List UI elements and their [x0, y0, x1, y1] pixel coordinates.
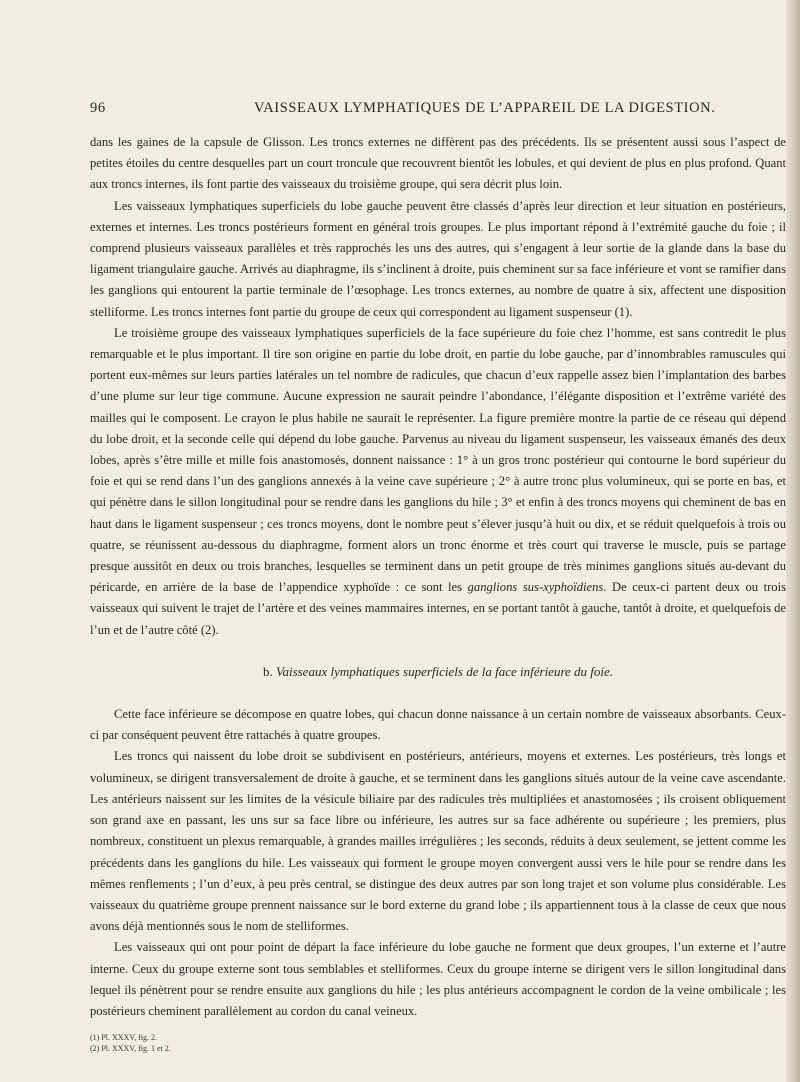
paragraph-third-group-text: Le troisième groupe des vaisseaux lymphatiques superficiels de la face supérieure du foie chez l’homme, est sans contredit le plus remarquable et le plus important. Il tire son origine en partie du lobe droit, en partie du lobe gauche, par d’innombrables ramuscules qui portent eux-mêmes sur leurs parties latérales un tel nombre de radicules, que chacun d’eux rappelle assez bien l’implantation des barbes d’une plume sur leur tige commune. Aucune expression ne saurait peindre l’abondance, l’élégante disposition et l’extrême variété des mailles qui le composent. Le crayon le plus habile ne saurait le représenter. La figure première montre la partie de ce réseau qui dépend du lobe droit, et la seconde celle qui dépend du lobe gauche. Parvenus au niveau du ligament suspenseur, les vaisseaux émanés des deux lobes, après s’être mille et mille fois anastomosés, donnent naissance : 1° à un gros tronc postérieur qui contourne le bord supérieur du foie et qui se rend dans l’un des ganglions annexés à la veine cave supérieure ; 2° à autre tronc plus volumineux, qui se porte en bas, et qui pénètre dans le sillon longitudinal pour se rendre dans les ganglions du hile ; 3° et enfin à des troncs moyens qui cheminent de bas en haut dans le ligament suspenseur ; ces troncs moyens, dont le nombre peut s’élever jusqu’à huit ou dix, et se réduit quelquefois à trois ou quatre, se réunissent au-dessous du diaphragme, forment alors un tronc énorme et très court qui traverse le muscle, puis se partage presque aussitôt en deux ou trois branches, lesquelles se terminent dans un petit groupe de très minimes ganglions situés au-devant du péricarde, en arrière de la base de l’appendice xyphoïde :: [90, 325, 786, 595]
page-number: 96: [90, 100, 106, 116]
book-page: [90, 100, 786, 1054]
body-text: [90, 132, 786, 1022]
ganglion-term: ganglions sus-xyphoïdiens: [467, 580, 604, 595]
running-title: VAISSEAUX LYMPHATIQUES DE L’APPAREIL DE LA DIGESTION.: [254, 100, 716, 116]
paragraph-inferior-face: Cette face inférieure se décompose en quatre lobes, qui chacun donne naissance à un certain nombre de vaisseaux absorbants. Ceux-ci par conséquent peuvent être rattachés à quatre groupes.: [90, 707, 786, 743]
paragraph-left-lobe: Les vaisseaux lymphatiques superficiels du lobe gauche peuvent être classés d’après leur direction et leur situation en postérieurs, externes et internes. Les troncs postérieurs forment en général trois groupes. Le plus important répond à l’extrémité gauche du foie ; il comprend plusieurs vaisseaux parallèles et très rapprochés les uns des autres, qui s’engagent à leur sortie de la glande dans la base du ligament triangulaire gauche. Arrivés au diaphragme, ils s’inclinent à droite, puis cheminent sur sa face inférieure et vont se ramifier dans les ganglions qui entourent la partie terminale de l’œsophage. Les troncs externes, au nombre de quatre à six, affectent une disposition stelliforme. Les troncs internes font partie du groupe de ceux qui correspondent au ligament suspenseur (1).: [90, 198, 786, 319]
footnotes: [90, 1032, 786, 1054]
paragraph-third-group: [90, 323, 786, 641]
closing-line-after: . De ceux-ci partent deux ou trois vaisseaux qui suivent le trajet de l’artère et des veines mammaires internes, en se portant tantôt à gauche, tantôt à droite, et quelquefois de l’un et de l’autre côté (2).: [90, 580, 787, 637]
footnote-2: (2) Pl. XXXV, fig. 1 et 2.: [90, 1044, 171, 1054]
running-head: [90, 100, 786, 122]
paragraph-right-lobe: Les troncs qui naissent du lobe droit se subdivisent en postérieurs, antérieurs, moyens et externes. Les postérieurs, très longs et volumineux, se dirigent transversalement de droite à gauche, et se terminent dans les ganglions situés autour de la veine cave ascendante. Les antérieurs naissent sur les limites de la vésicule biliaire par des radicules très multipliées et anastomosées ; ils croisent obliquement son grand axe en passant, les uns sur sa face libre ou inférieure, les autres sur sa face adhérente ou supérieure ; les premiers, plus nombreux, constituent un plexus remarquable, à grandes mailles irrégulières ; les seconds, réduits à deux seulement, se jettent comme les précédents dans les ganglions du hile. Les vaisseaux qui forment le groupe moyen convergent aussi vers le hile pour se rendre dans les mêmes renflements ; l’un d’eux, à peu près central, se distingue des deux autres par son long trajet et son volume plus considérable. Les vaisseaux du quatrième groupe prennent naissance sur le bord externe du grand lobe ; ils appartiennent tous à la classe de ceux que nous avons déjà mentionnés sous le nom de stelliformes.: [90, 749, 786, 934]
closing-line-before: ce sont les: [404, 580, 468, 595]
footnote-1: (1) Pl. XXXV, fig. 2.: [90, 1033, 157, 1043]
section-letter: b.: [262, 663, 273, 679]
paragraph-continued: dans les gaines de la capsule de Glisson. Les troncs externes ne diffèrent pas des précédents. Ils se présentent aussi sous l’aspect de petites étoiles du centre desquelles part un court troncule que recouvrent bientôt les lobules, et qui devient de plus en plus profond. Quant aux troncs internes, ils font partie des vaisseaux du troisième groupe, qui sera décrit plus loin.: [90, 135, 786, 192]
section-title: Vaisseaux lymphatiques superficiels de la face inférieure du foie.: [275, 663, 614, 679]
section-heading: [90, 661, 786, 682]
page-edge-shadow: [786, 0, 800, 1082]
paragraph-left-lobe-inferior: Les vaisseaux qui ont pour point de départ la face inférieure du lobe gauche ne forment que deux groupes, l’un externe et l’autre interne. Ceux du groupe externe sont tous semblables et stelliformes. Ceux du groupe interne se dirigent vers le sillon longitudinal dans lequel ils pénètrent pour se rendre ensuite aux ganglions du hile ; les plus antérieurs accompagnent le cordon de la veine ombilicale ; les postérieurs cheminent parallèlement au cordon du canal veineux.: [90, 940, 786, 1018]
